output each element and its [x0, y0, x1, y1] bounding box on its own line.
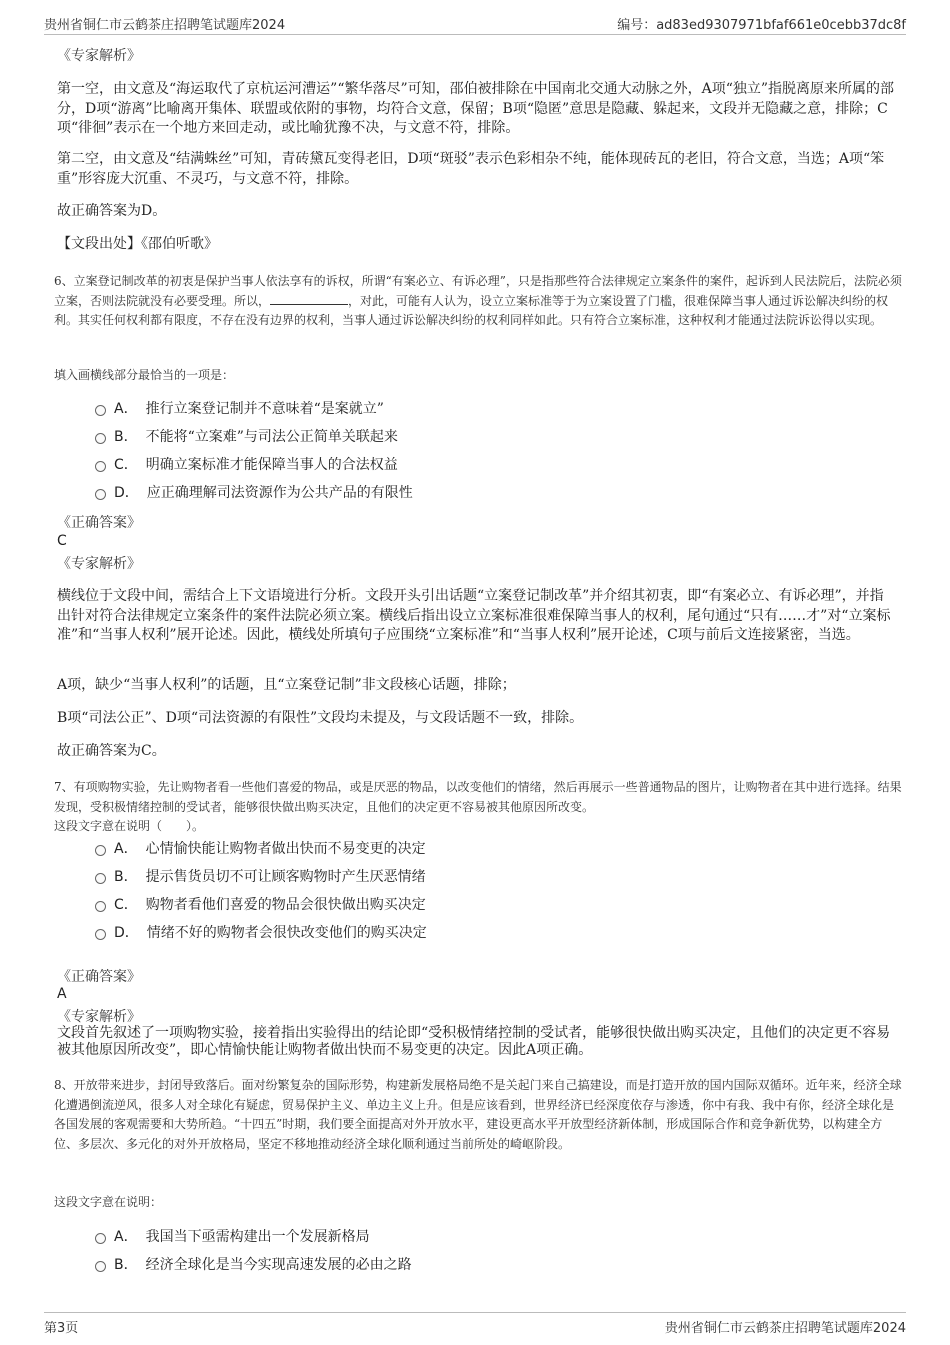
- radio-icon[interactable]: [95, 845, 106, 856]
- radio-icon[interactable]: [95, 1261, 106, 1272]
- q7-option-b[interactable]: B． 提示售货员切不可让顾客购物时产生厌恶情绪: [95, 866, 426, 888]
- q6-conclusion: 故正确答案为C。: [57, 743, 166, 759]
- radio-icon[interactable]: [95, 405, 106, 416]
- q6-answer-label: 《正确答案》: [57, 515, 141, 531]
- fill-blank: [270, 292, 348, 305]
- radio-icon[interactable]: [95, 901, 106, 912]
- q7-option-a[interactable]: A． 心情愉快能让购物者做出快而不易变更的决定: [95, 838, 426, 860]
- q6-analysis-para2: A项，缺少“当事人权利”的话题，且“立案登记制”非文段核心话题，排除；: [57, 677, 516, 693]
- q7-option-d[interactable]: D． 情绪不好的购物者会很快改变他们的购买决定: [95, 922, 427, 944]
- q7-analysis: 文段首先叙述了一项购物实验，接着指出实验得出的结论即“受积极情绪控制的受试者，能够很快做出购买决定，且他们的决定更不容易被其他原因所改变”，即心情愉快能让购物者做出快而不易变更的决定。因此A项正确。: [57, 1025, 891, 1058]
- q6-prompt: 填入画横线部分最恰当的一项是：: [54, 368, 235, 382]
- page-number: 第3页: [44, 1321, 79, 1336]
- q6-option-d[interactable]: D． 应正确理解司法资源作为公共产品的有限性: [95, 482, 413, 504]
- q6-option-a[interactable]: A． 推行立案登记制并不意味着“是案就立”: [95, 398, 384, 420]
- prev-analysis-para2: 第二空，由文意及“结满蛛丝”可知，青砖黛瓦变得老旧，D项“斑驳”表示色彩相杂不纯，能体现砖瓦的老旧，符合文意，当选；A项“笨重”形容庞大沉重、不灵巧，与文意不符，排除。: [57, 151, 885, 187]
- radio-icon[interactable]: [95, 489, 106, 500]
- radio-icon[interactable]: [95, 929, 106, 940]
- radio-icon[interactable]: [95, 461, 106, 472]
- q8-option-a[interactable]: A． 我国当下亟需构建出一个发展新格局: [95, 1226, 370, 1248]
- prev-analysis-label: 《专家解析》: [57, 48, 141, 64]
- q8-text: 8、开放带来进步，封闭导致落后。面对纷繁复杂的国际形势，构建新发展格局绝不是关起门来自己搞建设，而是打造开放的国内国际双循环。近年来，经济全球化遭遇倒流逆风，很多人对全球化有疑虑，贸易保护主义、单边主义上升。但是应该看到，世界经济已经深度依存与渗透，你中有我、我中有你，经济全球化是各国发展的客观需要和大势所趋。“十四五”时期，我们要全面提高对外开放水平，建设更高水平开放型经济新体制，形成国际合作和竞争新优势，以构建全方位、多层次、多元化的对外开放格局，坚定不移地推动经济全球化顺利通过当前所处的崎岖阶段。: [54, 1078, 902, 1151]
- header-code: 编号：ad83ed9307971bfaf661e0cebb37dc8f: [617, 18, 906, 33]
- q8-prompt: 这段文字意在说明：: [54, 1195, 163, 1209]
- q6-answer: C: [57, 533, 67, 549]
- q6-text: 6、立案登记制改革的初衷是保护当事人依法享有的诉权，所谓“有案必立、有诉必理”，只是指那些符合法律规定立案条件的案件，起诉到人民法院后，法院必须立案，否则法院就没有必要受理。所以， ，对此，可能有人认为，设立立案标准等于为立案设置了门槛，很难保障当事人通过诉讼解决纠纷的权利。其实任何权利都有限度，不存在没有边界的权利，当事人通过诉讼解决纠纷的权利同样如此。只有符合立案标准，这种权利才能通过法院诉讼得以实现。: [54, 274, 902, 327]
- q7-answer-label: 《正确答案》: [57, 969, 141, 985]
- q8-option-b[interactable]: B． 经济全球化是当今实现高速发展的必由之路: [95, 1254, 412, 1276]
- header-title: 贵州省铜仁市云鹤茶庄招聘笔试题库2024: [44, 18, 286, 33]
- q7-text: 7、有项购物实验，先让购物者看一些他们喜爱的物品，或是厌恶的物品，以改变他们的情绪，然后再展示一些普通物品的图片，让购物者在其中进行选择。结果发现，受积极情绪控制的受试者，能够很快做出购买决定，且他们的决定更不容易被其他原因所改变。: [54, 780, 902, 814]
- page-footer: [44, 1312, 906, 1343]
- footer-title: 贵州省铜仁市云鹤茶庄招聘笔试题库2024: [664, 1321, 906, 1336]
- q6-analysis-para3: B项“司法公正”、D项“司法资源的有限性”文段均未提及，与文段话题不一致，排除。: [57, 710, 584, 726]
- q7-analysis-label: 《专家解析》: [57, 1009, 141, 1025]
- q6-analysis-label: 《专家解析》: [57, 556, 141, 572]
- q7-option-c[interactable]: C． 购物者看他们喜爱的物品会很快做出购买决定: [95, 894, 426, 916]
- q6-option-c[interactable]: C． 明确立案标准才能保障当事人的合法权益: [95, 454, 398, 476]
- prev-analysis-para1: 第一空，由文意及“海运取代了京杭运河漕运”“繁华落尽”可知，邵伯被排除在中国南北交通大动脉之外，A项“独立”指脱离原来所属的部分，D项“游离”比喻离开集体、联盟或依附的事物，均符合文意，保留；B项“隐匿”意思是隐藏、躲起来，文段并无隐藏之意，排除；C项“徘徊”表示在一个地方来回走动，或比喻犹豫不决，与文意不符，排除。: [57, 81, 895, 136]
- q7-prompt: 这段文字意在说明（ ）。: [54, 819, 205, 833]
- radio-icon[interactable]: [95, 1233, 106, 1244]
- q7-answer: A: [57, 986, 67, 1002]
- prev-conclusion: 故正确答案为D。: [57, 203, 167, 219]
- radio-icon[interactable]: [95, 433, 106, 444]
- prev-source: 【文段出处】《邵伯听歌》: [57, 236, 218, 252]
- page-header: [44, 0, 906, 35]
- radio-icon[interactable]: [95, 873, 106, 884]
- q6-analysis-para1: 横线位于文段中间，需结合上下文语境进行分析。文段开头引出话题“立案登记制改革”并介绍其初衷，即“有案必立、有诉必理”，并指出针对符合法律规定立案条件的案件法院必须立案。横线后指出设立立案标准很难保障当事人的权利，尾句通过“只有……才”对“立案标准”和“当事人权利”展开论述。因此，横线处所填句子应围绕“立案标准”和“当事人权利”展开论述，C项与前后文连接紧密，当选。: [57, 588, 891, 643]
- q6-option-b[interactable]: B． 不能将“立案难”与司法公正简单关联起来: [95, 426, 398, 448]
